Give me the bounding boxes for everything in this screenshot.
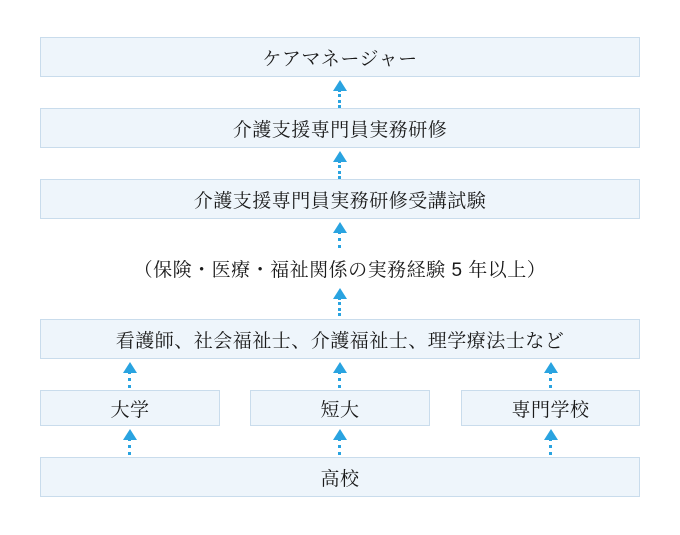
arrow-shaft — [338, 297, 341, 316]
node-qualifications-label: 看護師、社会福祉士、介護福祉士、理学療法士など — [115, 330, 565, 352]
arrow-junior-college-to-qualifications — [333, 362, 347, 388]
arrow-high-school-to-vocational-school — [544, 429, 558, 455]
node-exam-label: 介護支援専門員実務研修受講試験 — [193, 190, 487, 212]
node-training-label: 介護支援専門員実務研修 — [232, 119, 448, 141]
node-vocational-school-label: 専門学校 — [511, 399, 590, 421]
node-exam — [40, 179, 640, 219]
node-experience-note-label: （保険・医療・福祉関係の実務経験 5 年以上） — [133, 259, 547, 281]
node-university-label: 大学 — [110, 399, 150, 421]
node-high-school-label: 高校 — [320, 468, 360, 490]
node-experience-note — [40, 252, 640, 284]
node-care-manager-label: ケアマネージャー — [262, 48, 418, 70]
arrow-shaft — [128, 371, 131, 388]
arrow-shaft — [338, 160, 341, 179]
node-vocational-school — [461, 390, 640, 426]
arrow-qualifications-to-experience — [333, 288, 347, 316]
node-care-manager — [40, 37, 640, 77]
arrow-university-to-qualifications — [123, 362, 137, 388]
node-high-school — [40, 457, 640, 497]
arrow-training-to-care-manager — [333, 80, 347, 108]
arrow-shaft — [128, 438, 131, 455]
arrow-high-school-to-university — [123, 429, 137, 455]
node-training — [40, 108, 640, 148]
arrow-vocational-school-to-qualifications — [544, 362, 558, 388]
arrow-shaft — [338, 371, 341, 388]
arrow-shaft — [549, 371, 552, 388]
arrow-shaft — [338, 231, 341, 248]
arrow-shaft — [549, 438, 552, 455]
arrow-shaft — [338, 89, 341, 108]
arrow-shaft — [338, 438, 341, 455]
node-junior-college — [250, 390, 430, 426]
arrow-exam-to-training — [333, 151, 347, 179]
arrow-high-school-to-junior-college — [333, 429, 347, 455]
node-university — [40, 390, 220, 426]
arrow-experience-to-exam — [333, 222, 347, 248]
node-qualifications — [40, 319, 640, 359]
node-junior-college-label: 短大 — [320, 399, 360, 421]
